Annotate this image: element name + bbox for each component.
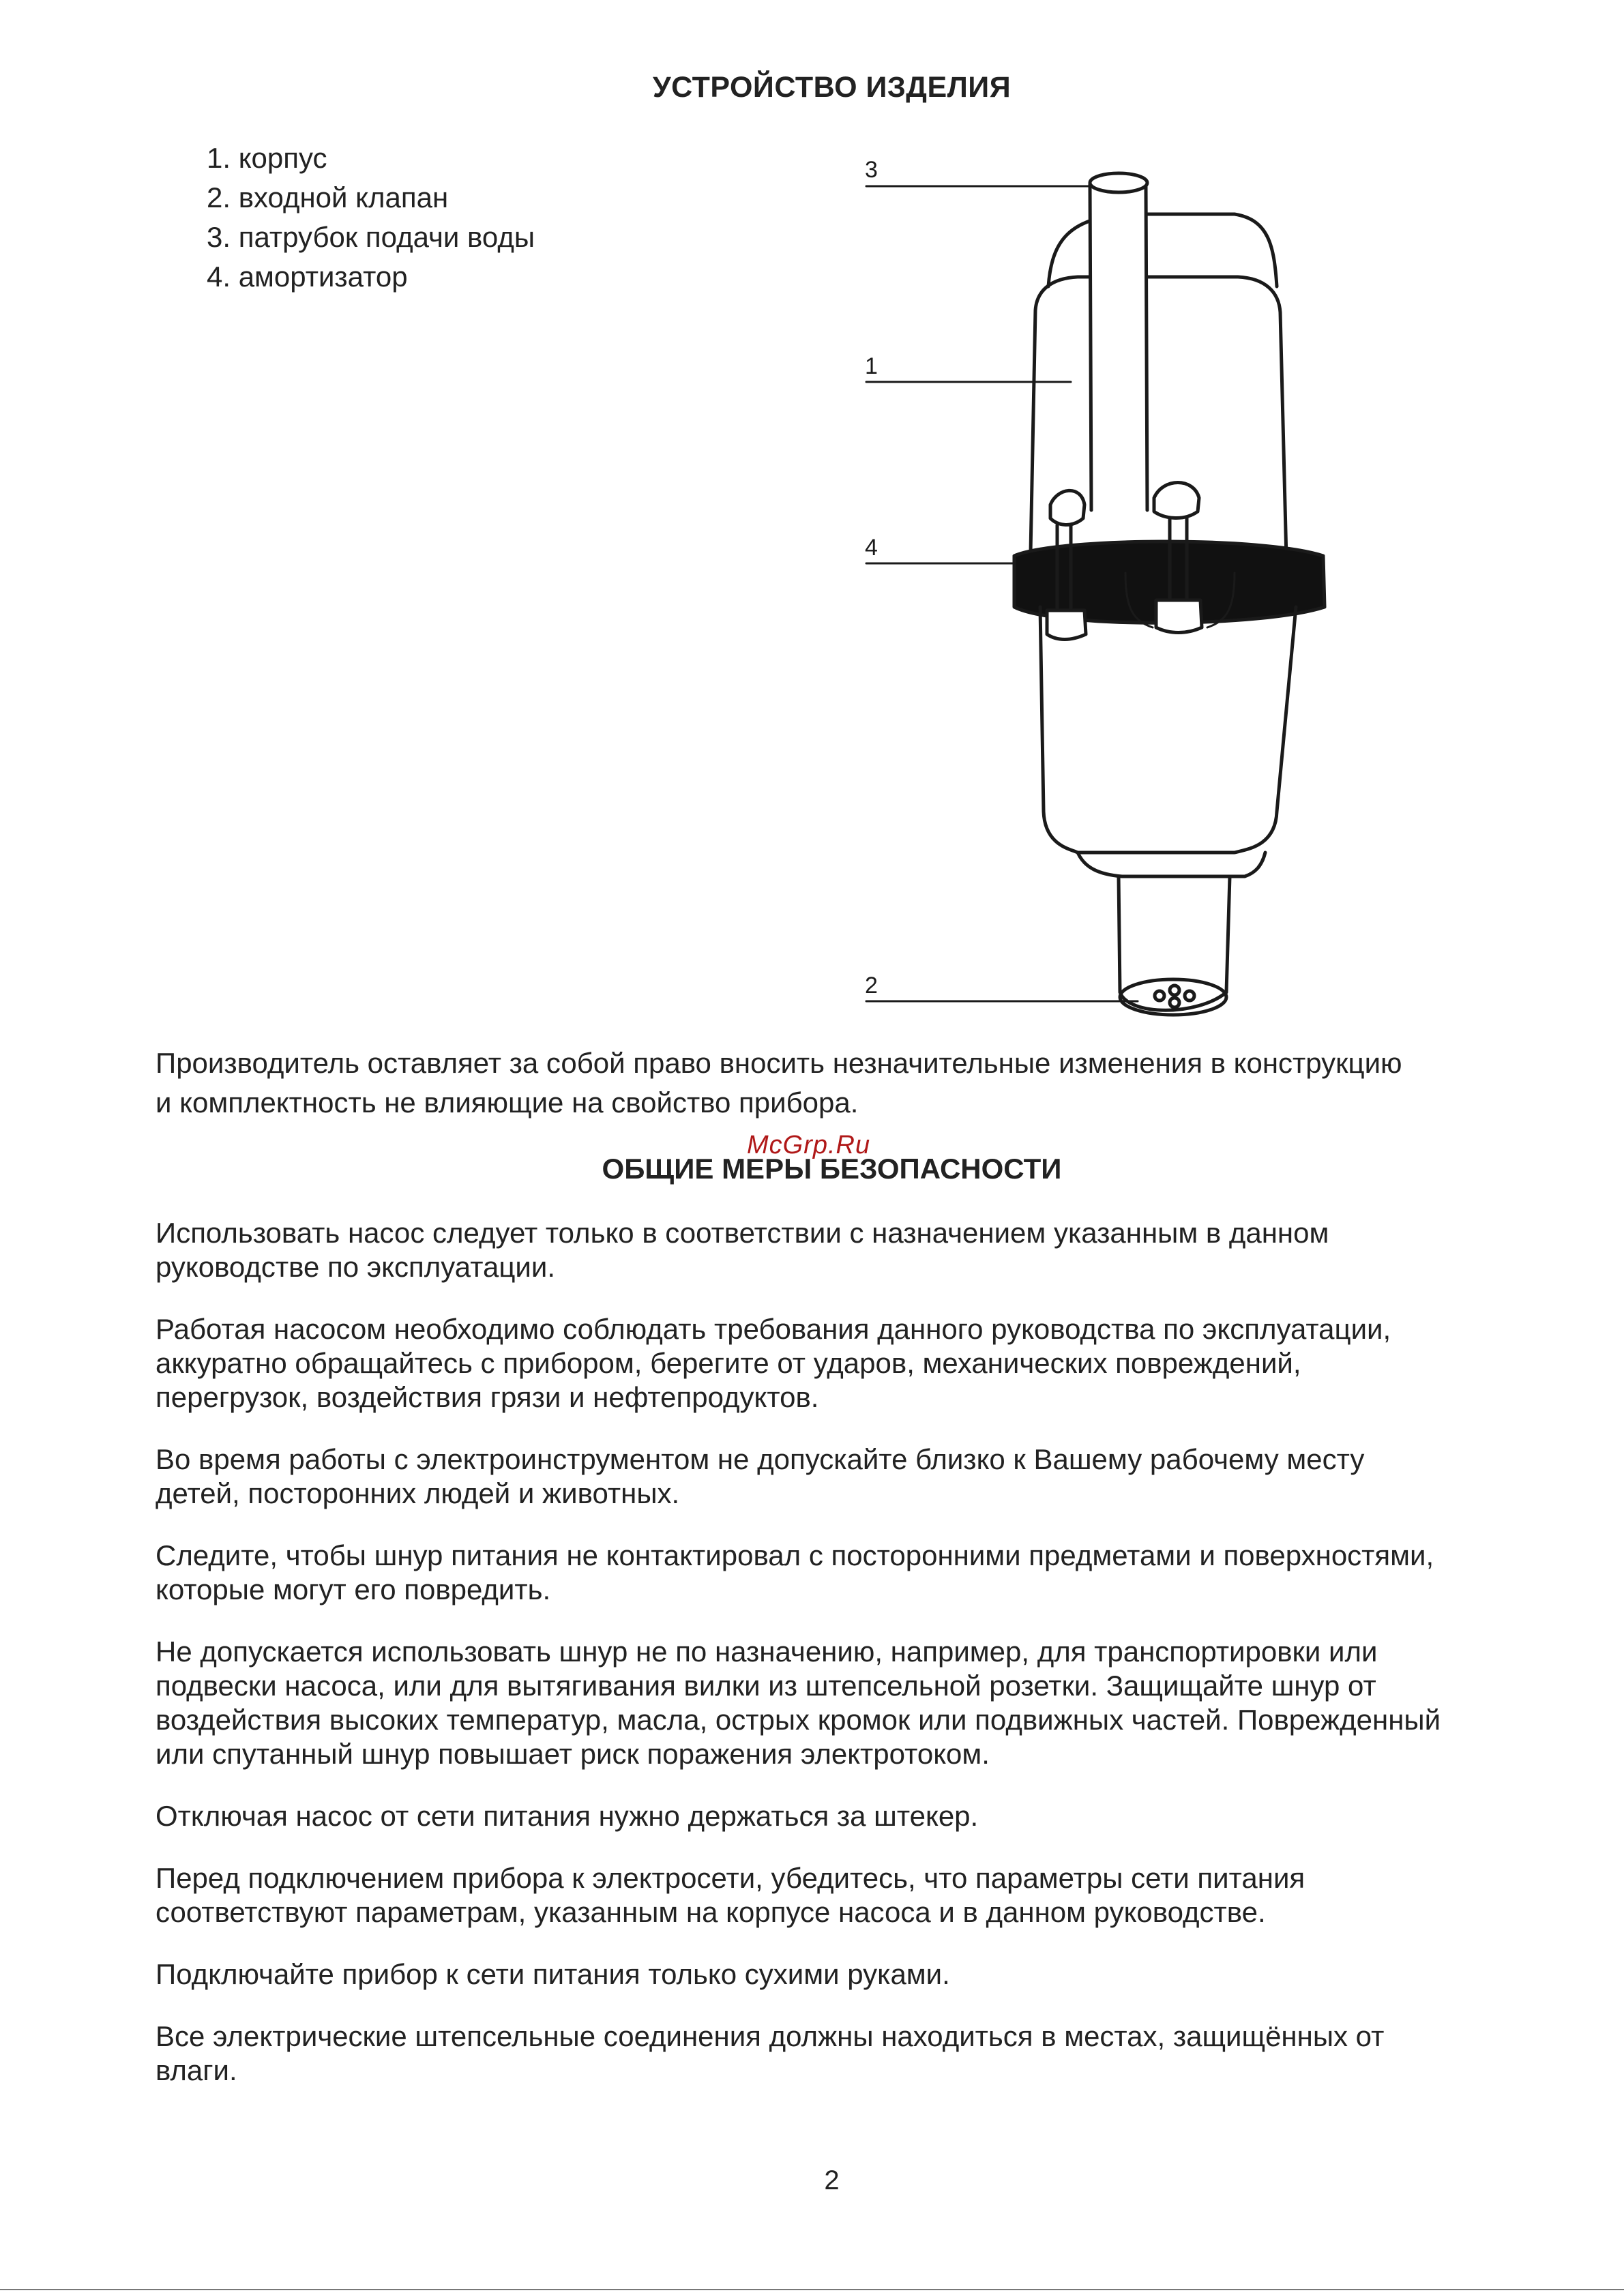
valve-hole xyxy=(1155,991,1164,1001)
paragraph-line: руководстве по эксплуатации. xyxy=(156,1251,556,1283)
paragraph-line: которые могут его повредить. xyxy=(156,1573,551,1605)
pump-lower-collar xyxy=(1078,853,1265,876)
page-bottom-rule xyxy=(0,2289,1624,2290)
paragraph-line: Не допускается использовать шнур не по назначению, например, для транспортировки или xyxy=(156,1635,1378,1668)
paragraph-line: Подключайте прибор к сети питания только сухими руками. xyxy=(156,1958,950,1990)
paragraph-line: детей, посторонних людей и животных. xyxy=(156,1477,680,1509)
safety-paragraph xyxy=(156,1799,1526,1833)
parts-list-item: 2. входной клапан xyxy=(207,181,449,213)
paragraph-line: Отключая насос от сети питания нужно держаться за штекер. xyxy=(156,1800,979,1832)
callout-label-1: 1 xyxy=(865,353,878,379)
paragraph-line: или спутанный шнур повышает риск поражения электротоком. xyxy=(156,1738,990,1770)
pump-bolt-left-nut xyxy=(1047,610,1086,640)
paragraph-line: аккуратно обращайтесь с прибором, берегите от ударов, механических повреждений, xyxy=(156,1347,1301,1379)
parts-list xyxy=(207,138,535,297)
paragraph-line: Все электрические штепсельные соединения должны находиться в местах, защищённых от xyxy=(156,2020,1385,2052)
safety-paragraph xyxy=(156,1312,1526,1415)
safety-paragraph xyxy=(156,1635,1526,1771)
parts-list-item: 1. корпус xyxy=(207,142,327,174)
callout-label-4: 4 xyxy=(865,535,878,561)
valve-hole xyxy=(1185,991,1194,1001)
page-title: УСТРОЙСТВО ИЗДЕЛИЯ xyxy=(652,71,1012,104)
pump-diagram xyxy=(853,157,1371,1030)
safety-paragraph xyxy=(156,1957,1526,1992)
paragraph-line: подвески насоса, или для вытягивания вилки из штепсельной розетки. Защищайте шнур от xyxy=(156,1670,1376,1702)
paragraph-line: Следите, чтобы шнур питания не контактировал с посторонними предметами и поверхностями, xyxy=(156,1539,1434,1571)
paragraph-line: воздействия высоких температур, масла, острых кромок или подвижных частей. Поврежденный xyxy=(156,1704,1441,1736)
pump-outlet-rim xyxy=(1090,173,1147,192)
note-line: Производитель оставляет за собой право вносить незначительные изменения в конструкцию xyxy=(156,1047,1402,1079)
parts-list-item: 4. амортизатор xyxy=(207,261,408,293)
valve-hole xyxy=(1170,986,1179,995)
paragraph-line: Во время работы с электроинструментом не допускайте близко к Вашему рабочему месту xyxy=(156,1443,1365,1475)
pump-bolt-right xyxy=(1154,483,1199,518)
paragraph-line: Работая насосом необходимо соблюдать требования данного руководства по эксплуатации, xyxy=(156,1313,1391,1345)
parts-list-item: 3. патрубок подачи воды xyxy=(207,221,535,253)
watermark: McGrp.Ru xyxy=(747,1131,871,1159)
page-number: 2 xyxy=(824,2165,840,2195)
paragraph-line: влаги. xyxy=(156,2054,237,2086)
paragraph-line: Использовать насос следует только в соответствии с назначением указанным в данном xyxy=(156,1217,1329,1249)
note-line: и комплектность не влияющие на свойство прибора. xyxy=(156,1086,859,1119)
pump-drawing xyxy=(853,157,1371,1030)
valve-hole xyxy=(1170,998,1179,1007)
safety-paragraph xyxy=(156,1216,1526,1284)
callout-label-3: 3 xyxy=(865,157,878,183)
safety-paragraph xyxy=(156,2019,1526,2088)
paragraph-line: Перед подключением прибора к электросети, убедитесь, что параметры сети питания xyxy=(156,1862,1305,1894)
safety-text xyxy=(156,1216,1526,2116)
callout-label-2: 2 xyxy=(865,973,878,998)
manufacturer-note xyxy=(156,1043,1520,1123)
section-title: ОБЩИЕ МЕРЫ БЕЗОПАСНОСТИ xyxy=(602,1153,1062,1185)
pump-bolt-left xyxy=(1050,490,1084,524)
paragraph-line: перегрузок, воздействия грязи и нефтепродуктов. xyxy=(156,1381,819,1413)
safety-paragraph xyxy=(156,1539,1526,1607)
safety-paragraph xyxy=(156,1861,1526,1929)
pump-outlet-pipe xyxy=(1090,179,1147,510)
pump-lower-body xyxy=(1040,607,1296,853)
paragraph-line: соответствуют параметрам, указанным на корпусе насоса и в данном руководстве. xyxy=(156,1896,1266,1928)
safety-paragraph xyxy=(156,1442,1526,1511)
pump-intake-tube xyxy=(1119,876,1230,1010)
pump-bolt-right-nut xyxy=(1156,600,1202,633)
